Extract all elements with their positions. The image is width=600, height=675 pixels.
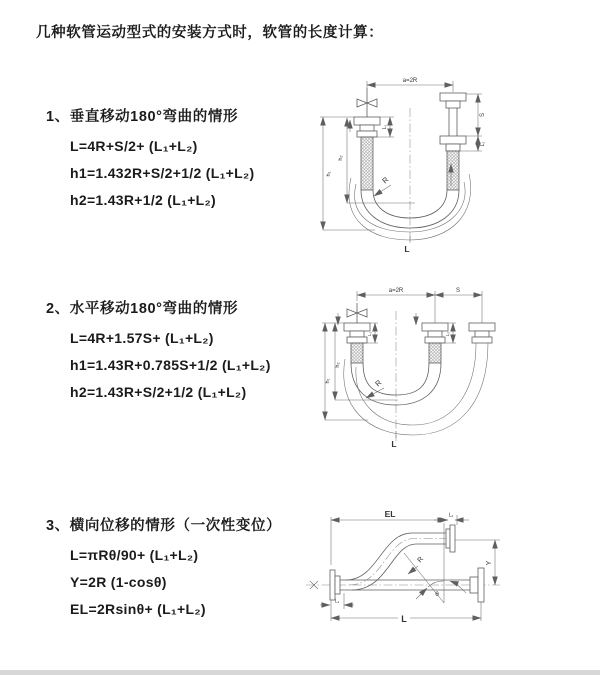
radius-callout <box>408 556 425 574</box>
radius-callout <box>366 378 384 398</box>
dim-label-l2: L₂ <box>480 141 486 147</box>
radius-label: R <box>416 555 426 565</box>
section-horizontal-movement <box>46 300 331 400</box>
length-label-group <box>391 431 396 449</box>
dim-label-y: Y <box>486 560 493 566</box>
dim-label-a2r: a=2R <box>388 288 404 294</box>
dim-l <box>331 600 481 624</box>
dim-label-s: S <box>480 112 486 118</box>
length-label-group <box>404 236 410 254</box>
formula-h1: h1=1.43R+0.785S+1/2 (L₁+L₂) <box>70 357 271 373</box>
radius-callout <box>374 175 391 196</box>
radius-label: R <box>373 377 384 389</box>
page-title: 几种软管运动型式的安装方式时，软管的长度计算： <box>36 25 384 41</box>
formula-h1: h1=1.432R+S/2+1/2 (L₁+L₂) <box>70 165 255 181</box>
dim-label-s: S <box>455 288 461 294</box>
dim-label-el: EL <box>384 509 396 519</box>
dim-label-l1: L₁ <box>334 598 340 605</box>
valve-icon <box>347 303 367 323</box>
left-flange <box>330 570 340 600</box>
valve-icon <box>357 88 377 117</box>
right-end-fitting <box>440 93 466 190</box>
dim-a-2r <box>357 288 482 323</box>
section-lateral-displacement <box>46 517 331 617</box>
section-heading: 2、水平移动180°弯曲的情形 <box>46 301 239 317</box>
length-label: L <box>404 244 410 254</box>
dim-label-l1: L₁ <box>382 124 388 130</box>
formula-h2: h2=1.43R+1/2 (L₁+L₂) <box>70 192 217 208</box>
formula-y: Y=2R (1-cosθ) <box>70 574 167 590</box>
length-label: L <box>391 439 397 449</box>
dim-label-h1: h₁ <box>326 171 332 177</box>
page-bottom-edge <box>0 670 600 675</box>
diagram-horizontal-movement-180-bend <box>308 283 600 453</box>
formula-length: L=4R+1.57S+ (L₁+L₂) <box>70 330 214 346</box>
length-label: L <box>401 614 407 624</box>
right-end-fitting <box>469 323 495 343</box>
formula-length: L=πRθ/90+ (L₁+L₂) <box>70 547 199 563</box>
dim-label-l1: L₁ <box>367 331 372 337</box>
formula-h2: h2=1.43R+S/2+1/2 (L₁+L₂) <box>70 384 247 400</box>
formula-el: EL=2Rsinθ+ (L₁+L₂) <box>70 601 206 617</box>
dim-label-h1: h₁ <box>325 378 331 384</box>
section-heading: 1、垂直移动180°弯曲的情形 <box>46 109 239 125</box>
dim-label-l2: L₂ <box>445 331 450 337</box>
dim-a-2r <box>367 78 453 92</box>
dim-label-l2: L₂ <box>448 512 454 519</box>
angle-construction <box>404 523 466 603</box>
formula-length: L=4R+S/2+ (L₁+L₂) <box>70 138 198 154</box>
diagram-vertical-movement-180-bend <box>310 70 590 260</box>
dim-label-h2: h₂ <box>338 155 344 161</box>
section-heading: 3、横向位移的情形（一次性变位） <box>46 518 282 534</box>
hose-u-bend-position2 <box>344 343 488 435</box>
dim-el <box>331 509 448 565</box>
dim-l2 <box>434 513 469 526</box>
radius-label: R <box>380 174 391 186</box>
angle-label: θ <box>435 591 439 598</box>
diagram-lateral-displacement <box>298 503 600 645</box>
left-end-fitting <box>354 117 380 190</box>
section-vertical-movement <box>46 108 331 208</box>
dim-label-a2r: a=2R <box>402 78 418 84</box>
dim-s <box>435 288 482 295</box>
dim-l1 <box>320 593 354 609</box>
dim-label-h2: h₂ <box>335 362 341 368</box>
